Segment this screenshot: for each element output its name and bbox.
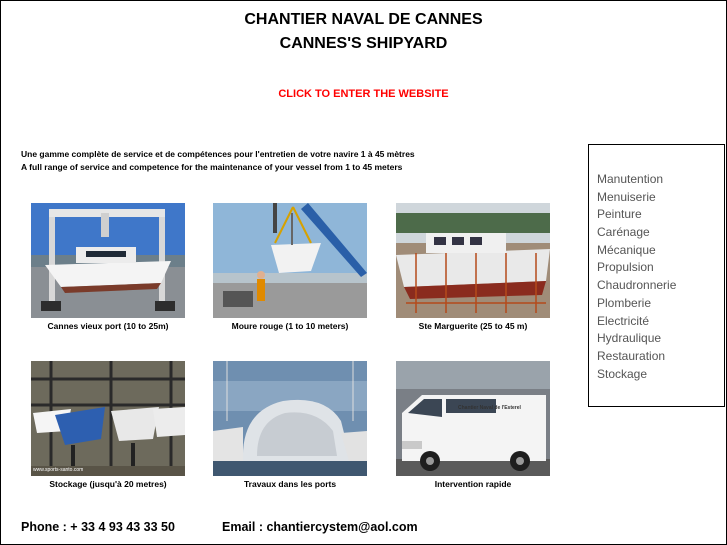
covered-boat-photo[interactable] <box>213 361 367 476</box>
photo-watermark: www.sports-santo.com <box>33 467 84 473</box>
boat-storage-photo[interactable] <box>31 361 185 476</box>
service-item[interactable]: Propulsion <box>597 260 654 275</box>
contact-phone: Phone : + 33 4 93 43 33 50 <box>21 520 175 534</box>
page-title-fr: CHANTIER NAVAL DE CANNES <box>244 11 483 28</box>
contact-email[interactable]: Email : chantiercystem@aol.com <box>222 520 418 534</box>
service-item[interactable]: Chaudronnerie <box>597 278 677 293</box>
enter-website-link[interactable]: CLICK TO ENTER THE WEBSITE <box>278 88 449 100</box>
van-lettering: Chantier Naval de l'Esterel <box>458 405 521 411</box>
gallery-caption-4: Stockage (jusqu'à 20 metres) <box>49 479 167 489</box>
gallery-caption-5: Travaux dans les ports <box>243 479 337 489</box>
large-boat-drydock-photo[interactable] <box>396 203 550 318</box>
service-van-photo[interactable] <box>396 361 550 476</box>
tagline-fr: Une gamme complète de service et de compétences pour l'entretien de votre navire 1 à 45 mètres <box>21 149 415 159</box>
service-item[interactable]: Hydraulique <box>597 331 662 346</box>
service-item[interactable]: Stockage <box>597 366 648 381</box>
gallery-caption-1: Cannes vieux port (10 to 25m) <box>47 321 169 331</box>
service-item[interactable]: Peinture <box>597 207 642 222</box>
services-list <box>589 145 724 383</box>
service-item[interactable]: Electricité <box>597 313 650 328</box>
gallery-caption-3: Ste Marguerite (25 to 45 m) <box>418 321 528 331</box>
service-item[interactable]: Carénage <box>597 225 650 240</box>
services-menu <box>588 144 725 407</box>
page-title-en: CANNES'S SHIPYARD <box>279 35 448 52</box>
service-item[interactable]: Manutention <box>597 172 664 186</box>
gallery-caption-2: Moure rouge (1 to 10 meters) <box>231 321 349 331</box>
gallery-caption-6: Intervention rapide <box>434 479 512 489</box>
travel-lift-yacht-photo[interactable] <box>31 203 185 318</box>
crane-lift-sailboat-photo[interactable] <box>213 203 367 318</box>
service-item[interactable]: Menuiserie <box>597 189 656 204</box>
service-item[interactable]: Restauration <box>597 348 666 363</box>
service-item[interactable]: Plomberie <box>597 295 652 310</box>
tagline-en: A full range of service and competence for the maintenance of your vessel from 1 to 45 meters <box>21 162 403 172</box>
service-item[interactable]: Mécanique <box>597 242 656 257</box>
